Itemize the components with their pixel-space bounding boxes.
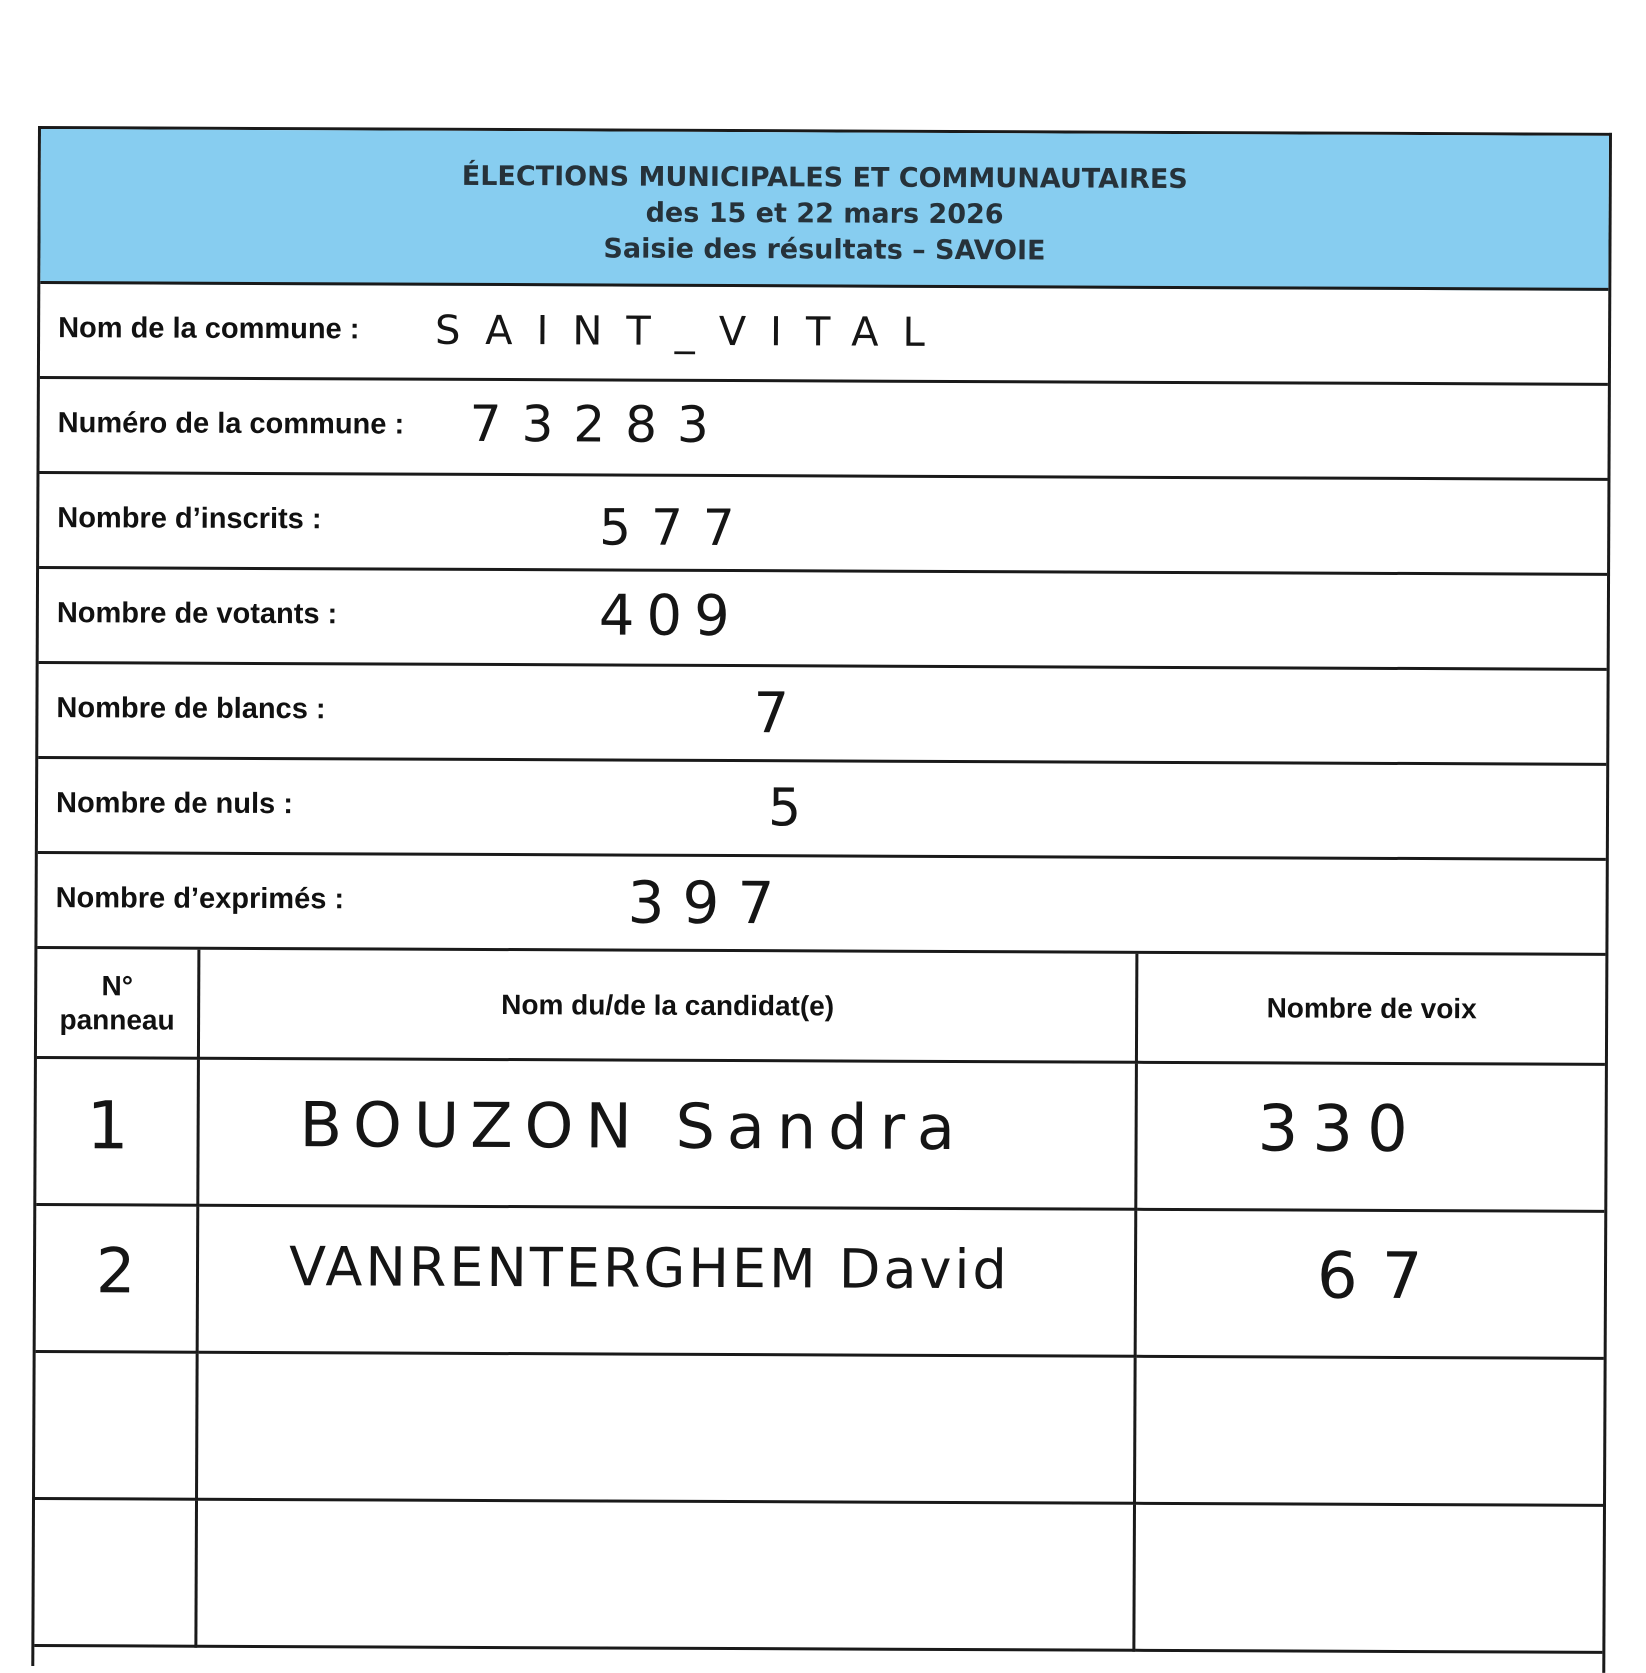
field-row-registered	[39, 474, 1607, 576]
table-row-1-candidate: BOUZON Sandra	[199, 1060, 1138, 1211]
candidates-table	[34, 949, 1605, 1654]
field-label: Nombre de blancs :	[56, 692, 326, 726]
form-header	[40, 129, 1609, 291]
field-value: 397	[627, 868, 793, 938]
field-row-voters	[39, 569, 1607, 671]
field-label: Nom de la commune :	[58, 312, 360, 346]
table-row-4-candidate	[197, 1501, 1136, 1652]
table-row-2-panel: 2	[36, 1206, 200, 1354]
col-header-candidate: Nom du/de la candidat(e)	[200, 950, 1138, 1064]
field-row-commune-number	[39, 379, 1607, 481]
header-subtitle: Saisie des résultats – SAVOIE	[603, 233, 1046, 267]
results-form	[31, 126, 1612, 1673]
field-value: SAINT_VITAL	[435, 307, 950, 356]
col-header-votes: Nombre de voix	[1138, 954, 1605, 1066]
col-header-panel: N° panneau	[37, 949, 200, 1060]
field-row-blank	[38, 664, 1606, 766]
table-row-3-votes	[1136, 1358, 1604, 1507]
field-label: Nombre d’exprimés :	[55, 882, 345, 916]
table-row-2-candidate: VANRENTERGHEM David	[199, 1207, 1138, 1358]
table-row-1-panel: 1	[36, 1059, 200, 1207]
table-row-4-panel	[34, 1500, 198, 1648]
field-value: 409	[598, 583, 742, 650]
field-label: Nombre de nuls :	[55, 787, 293, 821]
field-value: 5	[767, 778, 824, 839]
header-dates: des 15 et 22 mars 2026	[645, 197, 1004, 231]
table-row-4-votes	[1135, 1505, 1603, 1654]
field-label: Nombre de votants :	[56, 597, 338, 631]
field-row-commune-name	[40, 284, 1608, 386]
field-label: Numéro de la commune :	[57, 407, 405, 441]
table-row-3-candidate	[198, 1354, 1137, 1505]
field-value: 577	[599, 498, 755, 558]
field-row-null	[38, 759, 1606, 861]
table-row-2-votes: 67	[1137, 1211, 1605, 1360]
table-row-1-votes: 330	[1137, 1064, 1605, 1213]
table-row-3-panel	[35, 1353, 199, 1501]
field-value: 7	[753, 681, 812, 747]
field-value: 73283	[469, 394, 729, 455]
header-title: ÉLECTIONS MUNICIPALES ET COMMUNAUTAIRES	[461, 160, 1188, 196]
field-label: Nombre d’inscrits :	[57, 502, 322, 536]
field-row-expressed	[37, 854, 1605, 956]
